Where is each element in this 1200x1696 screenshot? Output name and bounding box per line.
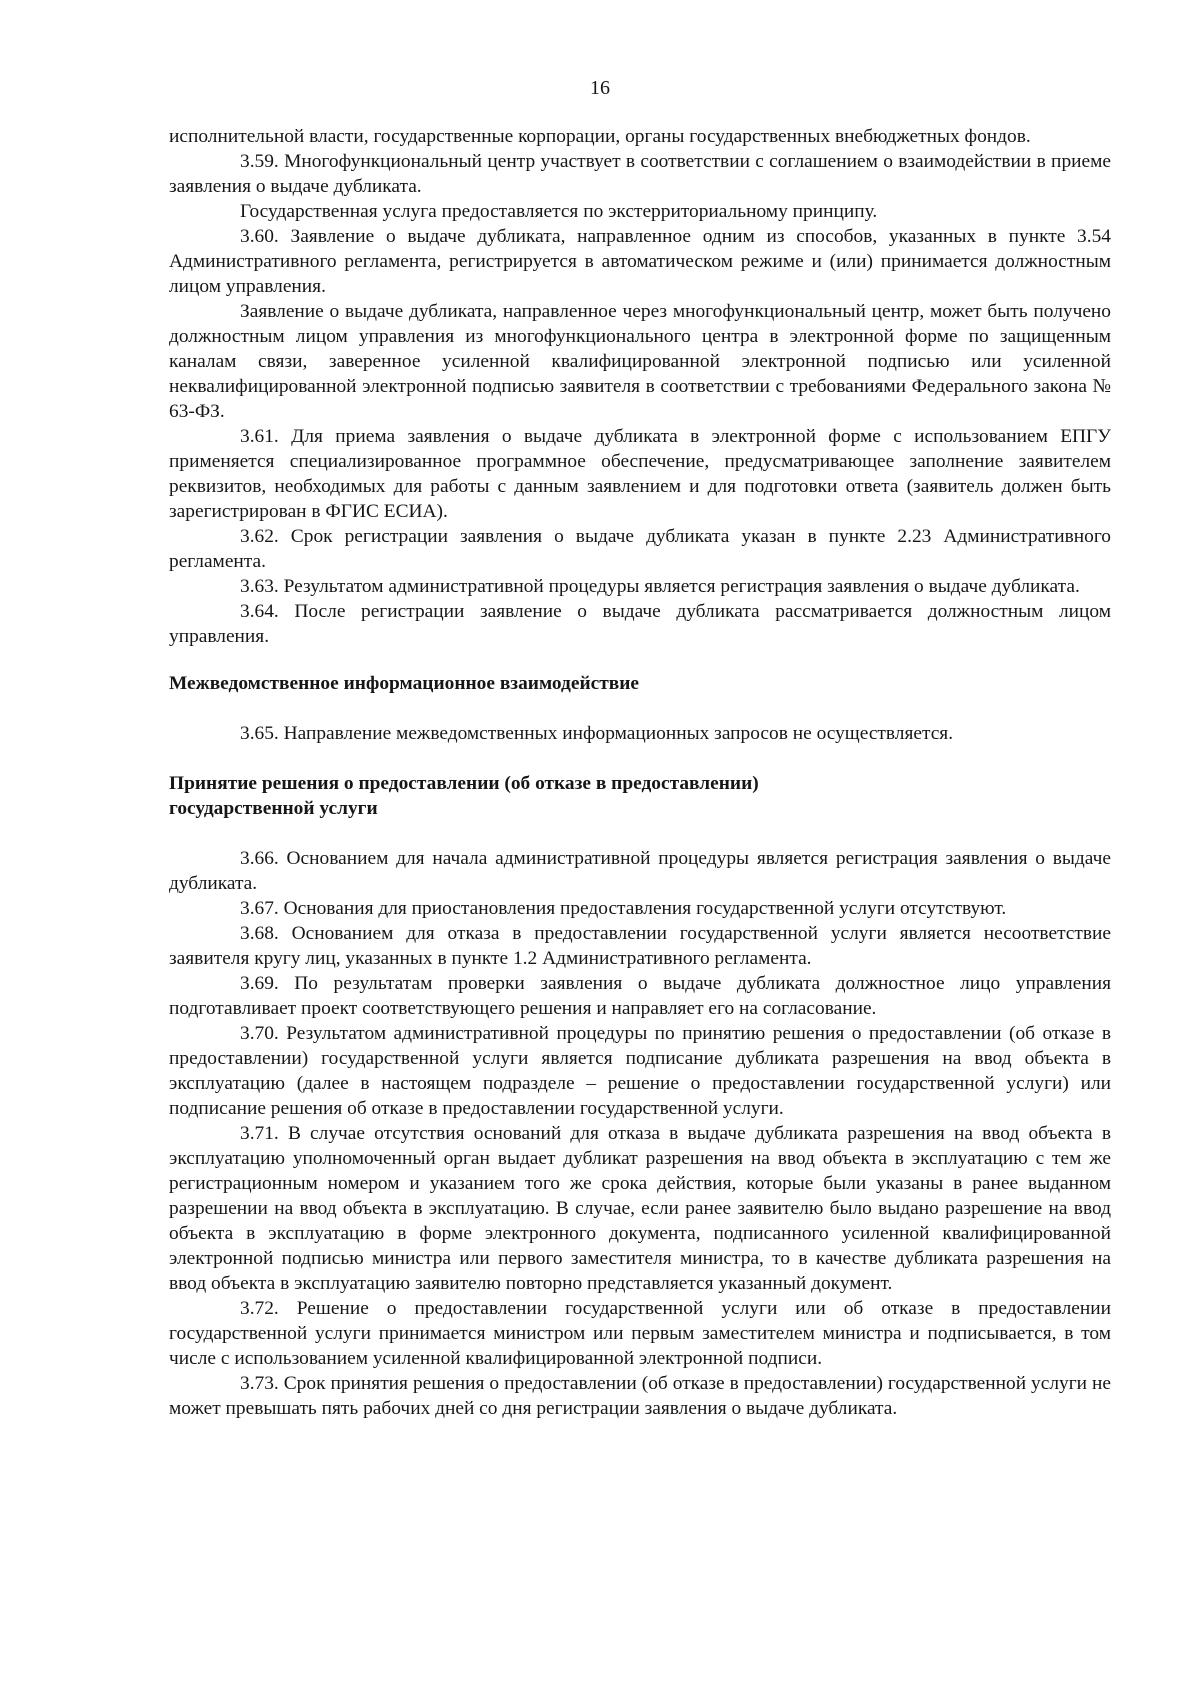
paragraph-3-71: 3.71. В случае отсутствия оснований для отказа в выдаче дубликата разрешения на ввод объекта в эксплуатацию уполномоченный орган выдает дубликат разрешения на ввод объекта в эксплуатацию с тем же регистрационным номером и указанием того же срока действия, которые были указаны в ранее выданном разрешении на ввод объекта в эксплуатацию. В случае, если ранее заявителю было выдано разрешение на ввод объекта в эксплуатацию в форме электронного документа, подписанного усиленной квалифицированной электронной подписью министра или первого заместителя министра, то в качестве дубликата разрешения на ввод объекта в эксплуатацию заявителю повторно представляется указанный документ.: [169, 1123, 1111, 1294]
paragraph-3-72: 3.72. Решение о предоставлении государственной услуги или об отказе в предоставлении государственной услуги принимается министром или первым заместителем министра и подписывается, в том числе с использованием усиленной квалифицированной электронной подписи.: [169, 1298, 1111, 1369]
paragraph-continuation: исполнительной власти, государственные корпорации, органы государственных внебюджетных фондов.: [169, 126, 1031, 147]
paragraph-3-64: 3.64. После регистрации заявление о выдаче дубликата рассматривается должностным лицом управления.: [169, 601, 1111, 647]
paragraph-3-62: 3.62. Срок регистрации заявления о выдаче дубликата указан в пункте 2.23 Административного регламента.: [169, 526, 1111, 572]
paragraph-3-59: 3.59. Многофункциональный центр участвует в соответствии с соглашением о взаимодействии в приеме заявления о выдаче дубликата.: [169, 151, 1111, 197]
paragraph-3-60: 3.60. Заявление о выдаче дубликата, направленное одним из способов, указанных в пункте 3.54 Административного регламента, регистрируется в автоматическом режиме и (или) принимается должностным лицом управления.: [169, 226, 1111, 297]
paragraph-3-67: 3.67. Основания для приостановления предоставления государственной услуги отсутствуют.: [240, 898, 1007, 919]
spacer: [169, 649, 1111, 671]
paragraph-3-66: 3.66. Основанием для начала административной процедуры является регистрация заявления о выдаче дубликата.: [169, 848, 1111, 894]
section-heading-interagency: Межведомственное информационное взаимодействие: [169, 673, 640, 694]
paragraph-mfc-application: Заявление о выдаче дубликата, направленное через многофункциональный центр, может быть получено должностным лицом управления из многофункционального центра в электронной форме по защищенным каналам связи, заверенное усиленной квалифицированной электронной подписью или усиленной неквалифицированной электронной подписью заявителя в соответствии с требованиями Федерального закона № 63-ФЗ.: [169, 301, 1111, 422]
document-body: [169, 124, 1111, 1421]
paragraph-3-70: 3.70. Результатом административной процедуры по принятию решения о предоставлении (об отказе в предоставлении) государственной услуги является подписание дубликата разрешения на ввод объекта в эксплуатацию (далее в настоящем подразделе – решение о предоставлении государственной услуги) или подписание решения об отказе в предоставлении государственной услуги.: [169, 1023, 1111, 1119]
paragraph-3-61: 3.61. Для приема заявления о выдаче дубликата в электронной форме с использованием ЕПГУ применяется специализированное программное обеспечение, предусматривающее заполнение заявителем реквизитов, необходимых для работы с данным заявлением и для подготовки ответа (заявитель должен быть зарегистрирован в ФГИС ЕСИА).: [169, 426, 1111, 522]
spacer: [169, 696, 1111, 721]
page-number: 16: [590, 77, 610, 99]
section-heading-decision-line-2: государственной услуги: [169, 798, 378, 819]
paragraph-3-63: 3.63. Результатом административной процедуры является регистрация заявления о выдаче дубликата.: [240, 576, 1080, 597]
spacer: [169, 821, 1111, 846]
spacer: [169, 746, 1111, 771]
paragraph-3-73: 3.73. Срок принятия решения о предоставлении (об отказе в предоставлении) государственной услуги не может превышать пять рабочих дней со дня регистрации заявления о выдаче дубликата.: [169, 1373, 1111, 1419]
section-heading-decision-line-1: Принятие решения о предоставлении (об отказе в предоставлении): [169, 773, 759, 794]
paragraph-3-68: 3.68. Основанием для отказа в предоставлении государственной услуги является несоответствие заявителя кругу лиц, указанных в пункте 1.2 Административного регламента.: [169, 923, 1111, 969]
paragraph-extraterritorial: Государственная услуга предоставляется по экстерриториальному принципу.: [240, 201, 878, 222]
paragraph-3-69: 3.69. По результатам проверки заявления о выдаче дубликата должностное лицо управления подготавливает проект соответствующего решения и направляет его на согласование.: [169, 973, 1111, 1019]
paragraph-3-65: 3.65. Направление межведомственных информационных запросов не осуществляется.: [240, 723, 954, 744]
